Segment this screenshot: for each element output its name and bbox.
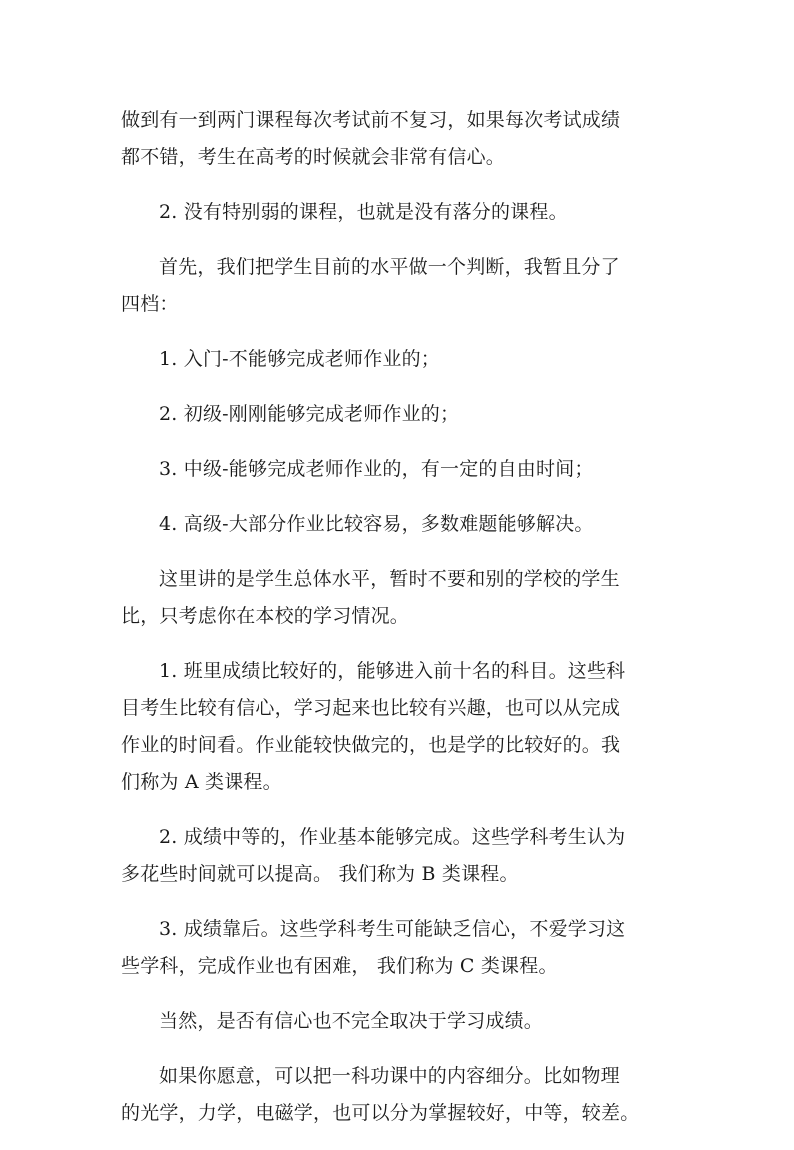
text-line: 1. 班里成绩比较好的，能够进入前十名的科目。这些科 [159,660,626,682]
paragraph-overall-level [121,561,681,635]
text-line: 2. 没有特别弱的课程，也就是没有落分的课程。 [159,201,568,223]
list-item-level-4 [121,506,681,543]
text-line: 3. 成绩靠后。这些学科考生可能缺乏信心，不爱学习这 [159,918,626,940]
text-line: 如果你愿意，可以把一科功课中的内容细分。比如物理 [159,1065,620,1087]
paragraph-3 [121,249,681,323]
paragraph-1 [121,102,681,176]
text-line: 都不错，考生在高考的时候就会非常有信心。 [121,146,506,168]
text-line: 多花些时间就可以提高。 我们称为 B 类课程。 [121,863,519,885]
text-line: 四档： [121,293,179,315]
paragraph-class-c [121,911,681,985]
text-line: 比，只考虑你在本校的学习情况。 [121,605,410,627]
paragraph-class-b [121,819,681,893]
text-line: 4. 高级-大部分作业比较容易，多数难题能够解决。 [159,513,594,535]
document-body [121,102,681,1150]
text-line: 们称为 A 类课程。 [121,771,282,793]
list-item-level-2 [121,396,681,433]
list-item-level-1 [121,341,681,378]
text-line: 的光学，力学，电磁学，也可以分为掌握较好，中等，较差。 [121,1102,640,1124]
paragraph-subdivide [121,1058,681,1132]
text-line: 目考生比较有信心，学习起来也比较有兴趣，也可以从完成 [121,697,621,719]
paragraph-class-a [121,653,681,801]
text-line: 3. 中级-能够完成老师作业的，有一定的自由时间； [159,458,594,480]
text-line: 些学科，完成作业也有困难， 我们称为 C 类课程。 [121,955,558,977]
text-line: 作业的时间看。作业能较快做完的，也是学的比较好的。我 [121,734,621,756]
list-item-level-3 [121,451,681,488]
text-line: 2. 成绩中等的，作业基本能够完成。这些学科考生认为 [159,826,626,848]
text-line: 2. 初级-刚刚能够完成老师作业的； [159,403,460,425]
text-line: 1. 入门-不能够完成老师作业的； [159,348,440,370]
paragraph-2 [121,194,681,231]
text-line: 这里讲的是学生总体水平，暂时不要和别的学校的学生 [159,568,620,590]
paragraph-confidence [121,1003,681,1040]
text-line: 当然，是否有信心也不完全取决于学习成绩。 [159,1010,544,1032]
text-line: 首先，我们把学生目前的水平做一个判断，我暂且分了 [159,256,620,278]
text-line: 做到有一到两门课程每次考试前不复习，如果每次考试成绩 [121,109,621,131]
